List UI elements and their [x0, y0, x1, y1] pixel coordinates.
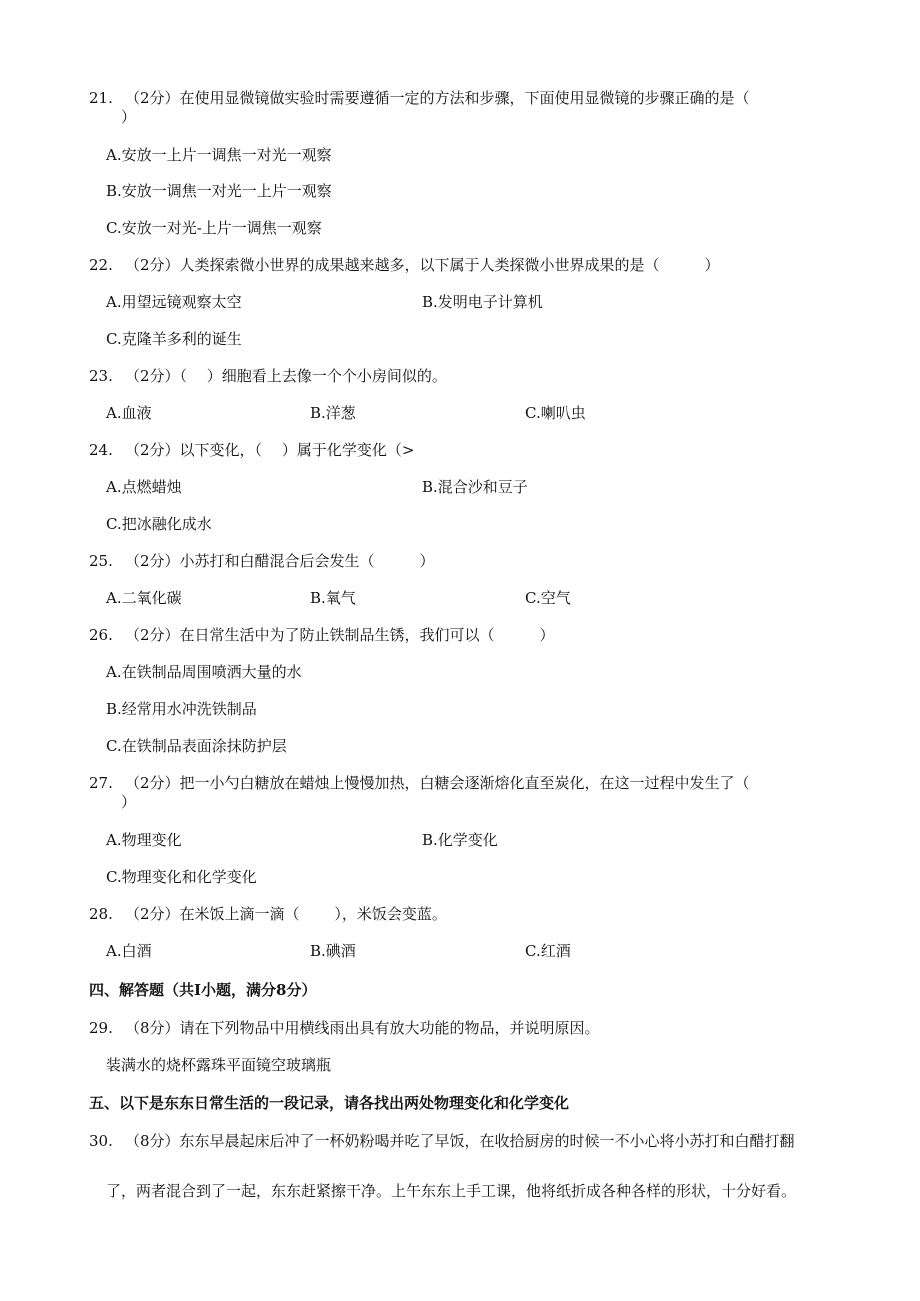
question-text: （2分）在日常生活中为了防止铁制品生锈，我们可以（ ）	[125, 626, 555, 644]
option-a: A.安放一上片一调焦一对光一观察	[106, 146, 332, 164]
option-b: B.化学变化	[422, 831, 498, 849]
option-c: C.物理变化和化学变化	[106, 868, 257, 886]
question-22	[89, 255, 720, 275]
question-25	[89, 551, 435, 571]
question-text: （2分）（ ）细胞看上去像一个个小房间似的。	[125, 367, 447, 385]
option-a: A.用望远镜观察太空	[106, 293, 242, 311]
question-number: 30.	[89, 1132, 113, 1150]
option-a: A.二氧化碳	[106, 589, 182, 607]
question-text: （2分）以下变化，（ ）属于化学变化（>	[125, 441, 415, 459]
option-a: A.在铁制品周围喷洒大量的水	[106, 663, 302, 681]
option-c: C.安放一对光-上片一调焦一观察	[106, 219, 322, 237]
question-number: 27.	[89, 774, 113, 792]
question-30	[89, 1131, 795, 1151]
section-4-title: 四、解答题（共I小题，满分8分）	[89, 981, 317, 999]
option-c: C.把冰融化成水	[106, 515, 212, 533]
option-b: B.经常用水冲洗铁制品	[106, 700, 257, 718]
question-text: （8分）请在下列物品中用横线雨出具有放大功能的物品，并说明原因。	[125, 1019, 600, 1037]
question-text: （2分）人类探索微小世界的成果越来越多，以下属于人类探微小世界成果的是（ ）	[125, 256, 720, 274]
option-b: B.安放一调焦一对光一上片一观察	[106, 182, 332, 200]
question-text: （2分）把一小勺白糖放在蜡烛上慢慢加热，白糖会逐渐熔化直至炭化，在这一过程中发生了（	[125, 774, 750, 792]
question-23	[89, 366, 447, 386]
option-b: B.混合沙和豆子	[422, 478, 528, 496]
question-21	[89, 88, 750, 108]
question-number: 25.	[89, 552, 113, 570]
section-5-title: 五、以下是东东日常生活的一段记录，请各找出两处物理变化和化学变化	[89, 1094, 570, 1112]
question-number: 21.	[89, 89, 113, 107]
question-continuation: 了，两者混合到了一起，东东赶紧擦干净。上午东东上手工课，他将纸折成各种各样的形状，十分好看。	[106, 1182, 797, 1200]
question-26	[89, 625, 555, 645]
question-number: 28.	[89, 905, 113, 923]
question-29	[89, 1018, 600, 1038]
option-c: C.空气	[525, 589, 571, 607]
option-c: C.喇叭虫	[525, 404, 586, 422]
question-24	[89, 440, 414, 460]
question-continuation: ）	[121, 108, 137, 126]
option-c: C.克隆羊多利的诞生	[106, 330, 242, 348]
option-c: C.在铁制品表面涂抹防护层	[106, 737, 287, 755]
option-b: B.洋葱	[310, 404, 356, 422]
option-b: B.氧气	[310, 589, 356, 607]
question-27	[89, 773, 750, 793]
question-text: （2分）小苏打和白醋混合后会发生（ ）	[125, 552, 435, 570]
question-continuation: ）	[121, 793, 137, 811]
item-list: 装满水的烧杯露珠平面镜空玻璃瓶	[106, 1056, 332, 1074]
option-a: A.物理变化	[106, 831, 182, 849]
option-c: C.红酒	[525, 942, 571, 960]
question-number: 23.	[89, 367, 113, 385]
question-text: （2分）在使用显微镜做实验时需要遵循一定的方法和步骤，下面使用显微镜的步骤正确的是（	[125, 89, 750, 107]
option-a: A.点燃蜡烛	[106, 478, 182, 496]
option-a: A.白酒	[106, 942, 152, 960]
question-number: 29.	[89, 1019, 113, 1037]
question-number: 22.	[89, 256, 113, 274]
question-number: 24.	[89, 441, 113, 459]
question-number: 26.	[89, 626, 113, 644]
question-text: （2分）在米饭上滴一滴（ ），米饭会变蓝。	[125, 905, 447, 923]
option-a: A.血液	[106, 404, 152, 422]
option-b: B.发明电子计算机	[422, 293, 543, 311]
question-28	[89, 904, 447, 924]
option-b: B.碘酒	[310, 942, 356, 960]
question-text: （8分）东东早晨起床后冲了一杯奶粉喝并吃了早饭，在收拾厨房的时候一不小心将小苏打和白醋打翻	[125, 1132, 795, 1150]
